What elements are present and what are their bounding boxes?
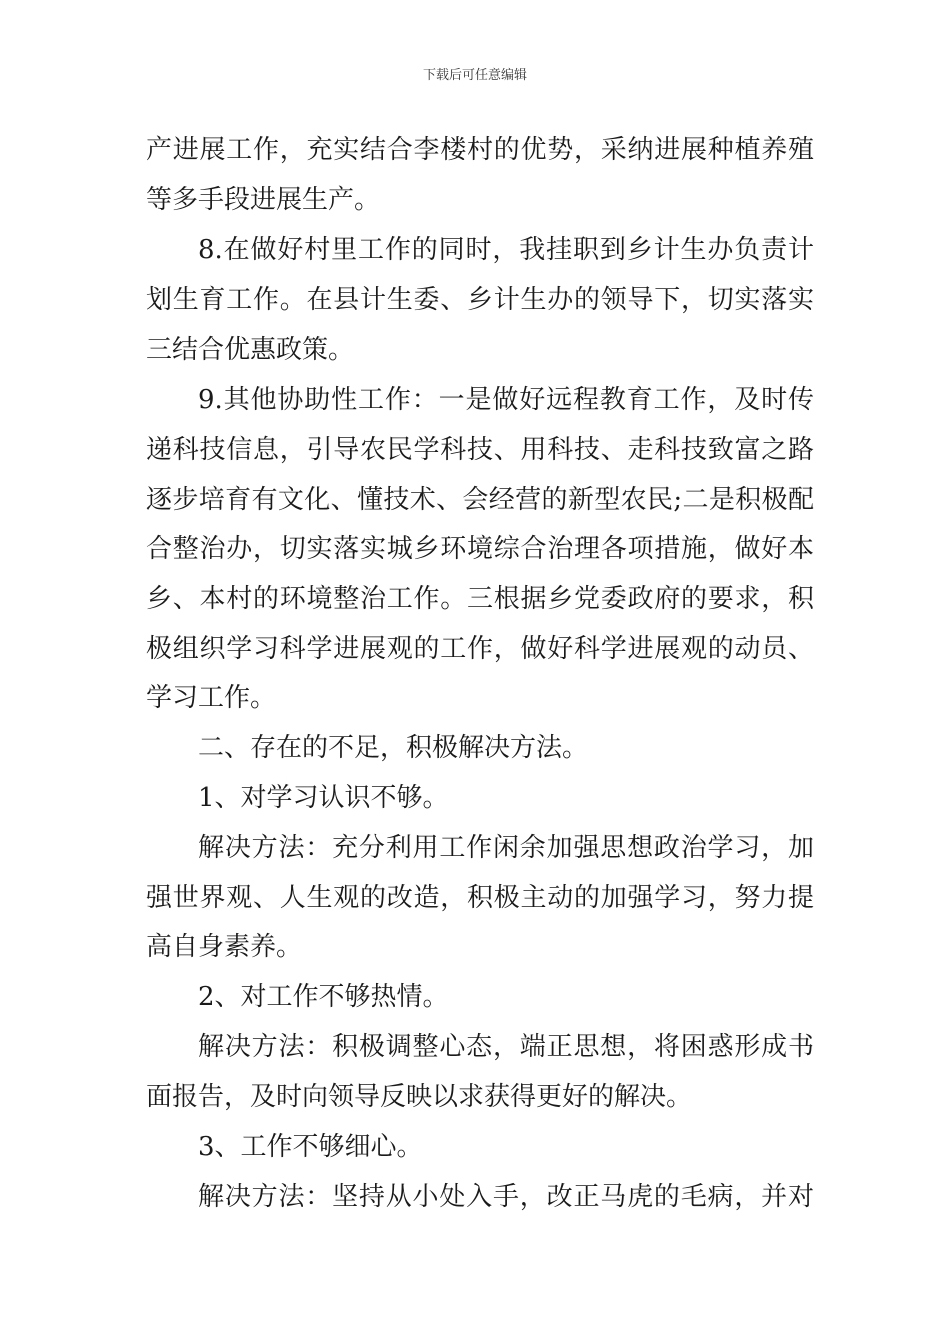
text-line: 学习工作。: [146, 683, 277, 713]
text-line: 递科技信息，引导农民学科技、用科技、走科技致富之路: [146, 435, 814, 465]
page-header: 下载后可任意编辑: [422, 68, 527, 83]
text-line: 产进展工作，充实结合李楼村的优势，采纳进展种植养殖: [146, 135, 814, 165]
text-line: 解决方法：积极调整心态，端正思想，将困惑形成书: [198, 1032, 814, 1062]
text-line: 三结合优惠政策。: [146, 335, 355, 365]
text-line: 划生育工作。在县计生委、乡计生办的领导下，切实落实: [146, 285, 814, 315]
text-line: 等多手段进展生产。: [146, 185, 381, 215]
text-line: 面报告，及时向领导反映以求获得更好的解决。: [146, 1082, 693, 1112]
text-line: 极组织学习科学进展观的工作，做好科学进展观的动员、: [146, 634, 814, 664]
text-line: 解决方法：坚持从小处入手，改正马虎的毛病，并对: [198, 1182, 814, 1212]
text-line: 9.其他协助性工作：一是做好远程教育工作，及时传: [198, 385, 814, 415]
text-line: 解决方法：充分利用工作闲余加强思想政治学习，加: [198, 833, 814, 863]
text-line: 强世界观、人生观的改造，积极主动的加强学习，努力提: [146, 883, 814, 913]
text-line: 高自身素养。: [146, 932, 303, 962]
text-line: 逐步培育有文化、懂技术、会经营的新型农民;二是积极配: [146, 485, 814, 515]
section-heading: 二、存在的不足，积极解决方法。: [198, 733, 589, 763]
list-item: 3、工作不够细心。: [198, 1132, 423, 1162]
text-line: 乡、本村的环境整治工作。三根据乡党委政府的要求，积: [146, 584, 814, 614]
list-item: 1、对学习认识不够。: [198, 783, 449, 813]
list-item: 2、对工作不够热情。: [198, 982, 449, 1012]
text-line: 8.在做好村里工作的同时，我挂职到乡计生办负责计: [198, 235, 814, 265]
text-line: 合整治办，切实落实城乡环境综合治理各项措施，做好本: [146, 534, 814, 564]
